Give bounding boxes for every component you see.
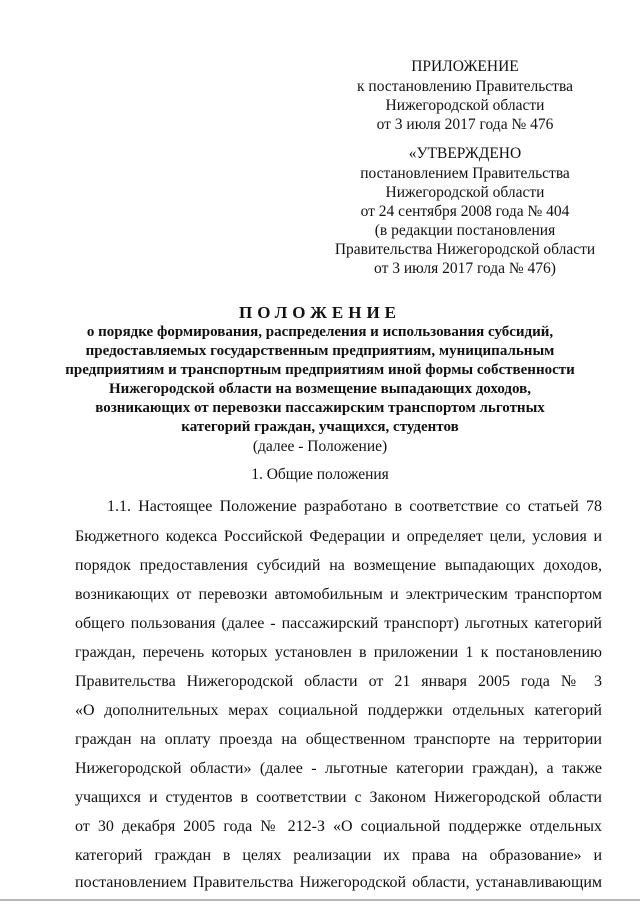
section-heading: 1. Общие положения xyxy=(251,466,389,483)
appendix-line-1: к постановлению Правительства xyxy=(357,78,573,95)
subtitle-line-3: предприятиям и транспортным предприятиям иной формы собственности xyxy=(65,362,575,378)
body-line-7: Правительства Нижегородской области от 21 января 2005 года № 3 xyxy=(75,673,602,690)
approved-line-4: (в редакции постановления xyxy=(374,222,556,239)
approved-line-1: постановлением Правительства xyxy=(360,165,570,182)
body-line-3: порядок предоставления субсидий на возмещение выпадающих доходов, xyxy=(75,557,602,574)
body-line-9: граждан на оплату проезда на общественном транспорте на территории xyxy=(75,731,602,748)
subtitle-line-1: о порядке формирования, распределения и использования субсидий, xyxy=(86,324,554,340)
appendix-title: ПРИЛОЖЕНИЕ xyxy=(411,58,519,75)
body-line-1: 1.1. Настоящее Положение разработано в соответствие со статьей 78 xyxy=(107,498,602,515)
body-line-4: возникающих от перевозки автомобильным и электрическим транспортом xyxy=(75,586,602,603)
subtitle-line-5: возникающих от перевозки пассажирским транспортом льготных xyxy=(95,400,545,416)
body-line-6: граждан, перечень которых установлен в приложении 1 к постановлению xyxy=(75,644,602,661)
body-line-10: Нижегородской области» (далее - льготные категории граждан), а также xyxy=(75,760,602,777)
subtitle-line-2: предоставляемых государственным предприятиям, муниципальным xyxy=(85,343,555,359)
subtitle-line-6: категорий граждан, учащихся, студентов xyxy=(181,419,459,435)
body-line-8: «О дополнительных мерах социальной поддержки отдельных категорий xyxy=(75,702,602,719)
body-line-2: Бюджетного кодекса Российской Федерации и определяет цели, условия и xyxy=(75,528,602,545)
document-title: ПОЛОЖЕНИЕ xyxy=(239,303,401,322)
approved-line-3: от 24 сентября 2008 года № 404 xyxy=(360,203,570,220)
approved-line-6: от 3 июля 2017 года № 476) xyxy=(374,260,556,277)
scan-bottom-edge xyxy=(0,899,640,901)
subtitle-line-4: Нижегородской области на возмещение выпадающих доходов, xyxy=(109,381,531,397)
body-line-13: категорий граждан в целях реализации их права на образование» и xyxy=(75,847,602,864)
body-line-5: общего пользования (далее - пассажирский транспорт) льготных категорий xyxy=(75,615,602,632)
approved-line-5: Правительства Нижегородской области xyxy=(334,241,596,258)
appendix-line-3: от 3 июля 2017 года № 476 xyxy=(376,116,554,133)
body-line-14: постановлением Правительства Нижегородской области, устанавливающим xyxy=(75,874,602,891)
appendix-line-2: Нижегородской области xyxy=(385,97,545,114)
approved-title: «УТВЕРЖДЕНО xyxy=(408,145,522,162)
approved-line-2: Нижегородской области xyxy=(385,184,545,201)
subtitle-line-7: (далее - Положение) xyxy=(252,438,388,455)
body-line-11: учащихся и студентов в соответствии с Законом Нижегородской области xyxy=(75,789,602,806)
body-line-12: от 30 декабря 2005 года № 212-З «О социальной поддержке отдельных xyxy=(75,818,602,835)
